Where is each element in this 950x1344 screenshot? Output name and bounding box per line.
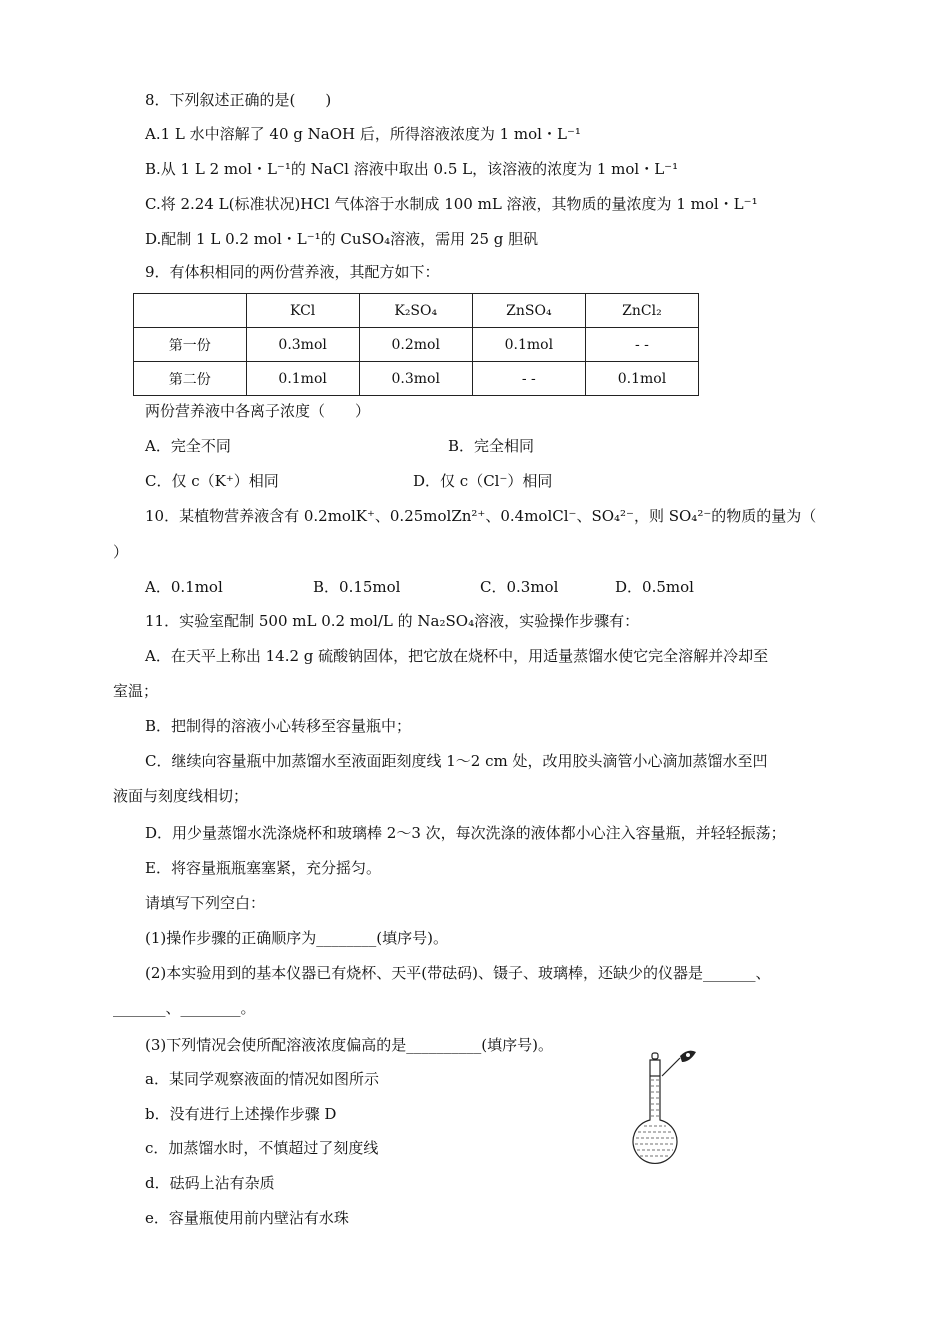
q11-step-c-cont: 液面与刻度线相切； (113, 787, 249, 805)
q9-option-c: C．仅 c（K⁺）相同 (145, 472, 279, 490)
q10-stem-cont: ） (113, 543, 129, 561)
q9-stem: 9．有体积相同的两份营养液，其配方如下： (145, 263, 440, 281)
table-cell: 0.3mol (246, 328, 359, 362)
q10-option-d: D．0.5mol (615, 578, 694, 596)
table-header: KCl (246, 294, 359, 328)
q9-option-b: B．完全相同 (448, 437, 535, 455)
q11-sub3-d: d．砝码上沾有杂质 (145, 1174, 275, 1192)
table-cell: 0.2mol (359, 328, 472, 362)
liquid-fill (635, 1080, 675, 1156)
sight-line (662, 1058, 680, 1076)
table-cell: - - (472, 362, 585, 396)
q8-option-d: D.配制 1 L 0.2 mol・L⁻¹的 CuSO₄溶液，需用 25 g 胆矾 (145, 230, 539, 248)
nutrient-table (133, 293, 699, 396)
q11-step-d: D．用少量蒸馏水洗涤烧杯和玻璃棒 2～3 次，每次洗涤的液体都小心注入容量瓶，并轻轻振荡； (145, 824, 786, 842)
q10-option-a: A．0.1mol (145, 578, 223, 596)
q11-sub2-cont: _______、________。 (113, 999, 256, 1017)
q9-option-a: A．完全不同 (145, 437, 231, 455)
flask-stopper (652, 1053, 658, 1059)
table-header (134, 294, 247, 328)
table-header: ZnSO₄ (472, 294, 585, 328)
q11-step-b: B．把制得的溶液小心转移至容量瓶中； (145, 717, 412, 735)
q8-stem: 8．下列叙述正确的是( ) (145, 91, 332, 109)
q11-step-c: C．继续向容量瓶中加蒸馏水至液面距刻度线 1～2 cm 处，改用胶头滴管小心滴加蒸馏水至凹 (145, 752, 768, 770)
q11-sub1: (1)操作步骤的正确顺序为________(填序号)。 (145, 929, 448, 947)
table-cell: 第一份 (134, 328, 247, 362)
q11-step-a: A．在天平上称出 14.2 g 硫酸钠固体，把它放在烧杯中，用适量蒸馏水使它完全溶解并冷却至 (145, 647, 769, 665)
q11-sub3-e: e．容量瓶使用前内壁沾有水珠 (145, 1209, 349, 1227)
table-row (134, 328, 699, 362)
q10-option-b: B．0.15mol (313, 578, 401, 596)
q10-option-c: C．0.3mol (480, 578, 559, 596)
q11-sub3-a: a．某同学观察液面的情况如图所示 (145, 1070, 379, 1088)
table-header: ZnCl₂ (585, 294, 698, 328)
q11-sub3-c: c．加蒸馏水时，不慎超过了刻度线 (145, 1139, 379, 1157)
table-header: K₂SO₄ (359, 294, 472, 328)
q11-step-e: E．将容量瓶瓶塞塞紧，充分摇匀。 (145, 859, 381, 877)
table-cell: - - (585, 328, 698, 362)
q8-option-c: C.将 2.24 L(标准状况)HCl 气体溶于水制成 100 mL 溶液，其物质的量浓度为 1 mol・L⁻¹ (145, 195, 758, 213)
q11-instruction: 请填写下列空白： (145, 894, 266, 912)
q11-stem: 11．实验室配制 500 mL 0.2 mol/L 的 Na₂SO₄溶液，实验操作步骤有： (145, 612, 640, 630)
q9-question: 两份营养液中各离子浓度（ ） (145, 402, 371, 420)
table-cell: 0.1mol (472, 328, 585, 362)
q11-sub3: (3)下列情况会使所配溶液浓度偏高的是__________(填序号)。 (145, 1036, 553, 1054)
q11-step-a-cont: 室温； (113, 682, 159, 700)
table-header-row (134, 294, 699, 328)
q11-sub2: (2)本实验用到的基本仪器已有烧杯、天平(带砝码)、镊子、玻璃棒，还缺少的仪器是_______、 (145, 964, 771, 982)
table-row (134, 362, 699, 396)
table-cell: 0.3mol (359, 362, 472, 396)
q9-option-d: D．仅 c（Cl⁻）相同 (413, 472, 553, 490)
q8-option-a: A.1 L 水中溶解了 40 g NaOH 后，所得溶液浓度为 1 mol・L⁻¹ (145, 125, 581, 143)
q10-stem: 10．某植物营养液含有 0.2molK⁺、0.25molZn²⁺、0.4molCl⁻、SO₄²⁻，则 SO₄²⁻的物质的量为（ (145, 507, 817, 525)
table-cell: 0.1mol (585, 362, 698, 396)
table-cell: 第二份 (134, 362, 247, 396)
q8-option-b: B.从 1 L 2 mol・L⁻¹的 NaCl 溶液中取出 0.5 L，该溶液的浓度为 1 mol・L⁻¹ (145, 160, 679, 178)
q11-sub3-b: b．没有进行上述操作步骤 D (145, 1105, 337, 1123)
table-cell: 0.1mol (246, 362, 359, 396)
volumetric-flask-figure (626, 1048, 706, 1168)
